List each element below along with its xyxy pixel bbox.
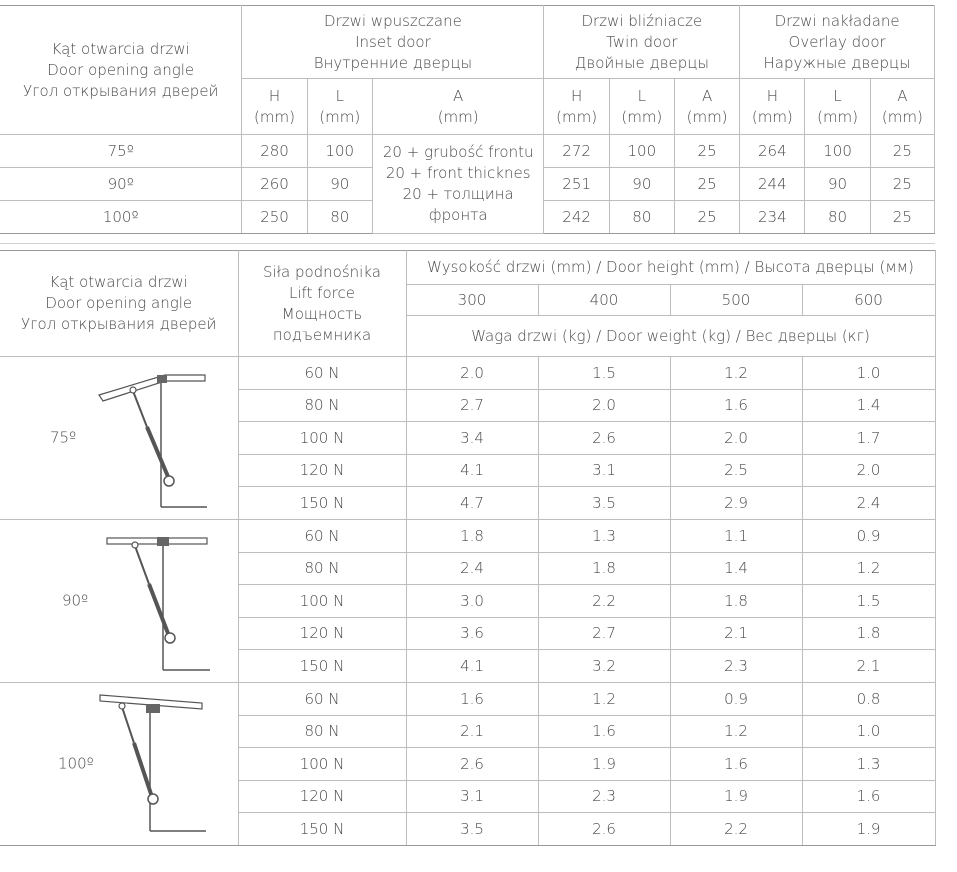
force-header: Siła podnośnika Lift force Мощность подъемника xyxy=(238,251,406,357)
overlay-l-header: L (mm) xyxy=(805,79,870,135)
twin-h-cell: 272 xyxy=(544,135,609,168)
force-cell: 60 N xyxy=(238,683,406,716)
twin-a-cell: 25 xyxy=(674,135,739,168)
inset-l-cell: 100 xyxy=(307,135,372,168)
force-cell: 120 N xyxy=(238,618,406,650)
overlay-h-cell: 234 xyxy=(740,201,805,234)
weight-cell: 1.8 xyxy=(406,520,538,553)
twin-a-cell: 25 xyxy=(674,201,739,234)
table-row xyxy=(0,135,935,168)
weight-cell: 3.6 xyxy=(406,618,538,650)
inset-h-header: H (mm) xyxy=(242,79,307,135)
inset-h-cell: 250 xyxy=(242,201,307,234)
angle-group-90 xyxy=(0,520,238,683)
weight-cell: 1.8 xyxy=(802,618,935,650)
weight-cell: 2.6 xyxy=(406,748,538,781)
overlay-a-cell: 25 xyxy=(870,168,934,201)
angle-cell: 75º xyxy=(0,135,242,168)
height-500: 500 xyxy=(670,285,802,316)
weight-cell: 2.3 xyxy=(538,781,670,813)
weight-cell: 2.2 xyxy=(538,585,670,618)
overlay-h-cell: 244 xyxy=(740,168,805,201)
force-cell: 120 N xyxy=(238,781,406,813)
weight-cell: 1.6 xyxy=(670,390,802,422)
overlay-a-header: A (mm) xyxy=(870,79,934,135)
force-cell: 120 N xyxy=(238,455,406,487)
weight-cell: 2.7 xyxy=(406,390,538,422)
inset-a-header: A (mm) xyxy=(372,79,544,135)
weight-cell: 4.7 xyxy=(406,487,538,520)
weight-cell: 2.0 xyxy=(538,390,670,422)
weight-cell: 1.2 xyxy=(670,716,802,748)
force-cell: 100 N xyxy=(238,585,406,618)
weight-cell: 2.3 xyxy=(670,650,802,683)
weight-cell: 1.0 xyxy=(802,716,935,748)
lift-force-table xyxy=(0,250,936,846)
weight-cell: 2.1 xyxy=(406,716,538,748)
twin-l-cell: 90 xyxy=(609,168,674,201)
table-row xyxy=(0,683,935,716)
weight-cell: 1.6 xyxy=(538,716,670,748)
weight-cell: 1.2 xyxy=(802,553,935,585)
weight-cell: 1.8 xyxy=(670,585,802,618)
weight-cell: 1.5 xyxy=(538,357,670,390)
weight-cell: 1.4 xyxy=(670,553,802,585)
height-600: 600 xyxy=(802,285,935,316)
angle-cell: 90º xyxy=(0,168,242,201)
overlay-h-header: H (mm) xyxy=(740,79,805,135)
weight-cell: 1.2 xyxy=(538,683,670,716)
angle-header: Kąt otwarcia drzwi Door opening angle Угол открывания дверей xyxy=(0,251,238,357)
overlay-h-cell: 264 xyxy=(740,135,805,168)
lift-100-diagram xyxy=(98,691,210,841)
weight-cell: 2.1 xyxy=(670,618,802,650)
twin-a-header: A (mm) xyxy=(674,79,739,135)
table-divider xyxy=(0,243,935,244)
overlay-a-cell: 25 xyxy=(870,135,934,168)
force-cell: 100 N xyxy=(238,748,406,781)
overlay-a-cell: 25 xyxy=(870,201,934,234)
inset-l-header: L (mm) xyxy=(307,79,372,135)
lift-90-diagram xyxy=(105,532,215,677)
force-cell: 150 N xyxy=(238,487,406,520)
weight-cell: 1.8 xyxy=(538,553,670,585)
overlay-l-cell: 80 xyxy=(805,201,870,234)
weight-cell: 1.6 xyxy=(406,683,538,716)
angle-header: Kąt otwarcia drzwi Door opening angle Угол открывания дверей xyxy=(0,6,242,135)
weight-header: Waga drzwi (kg) / Door weight (kg) / Вес дверцы (кг) xyxy=(406,316,935,357)
weight-cell: 2.1 xyxy=(802,650,935,683)
weight-cell: 3.5 xyxy=(406,813,538,846)
force-cell: 80 N xyxy=(238,553,406,585)
inset-l-cell: 80 xyxy=(307,201,372,234)
angle-group-75 xyxy=(0,357,238,520)
weight-cell: 1.6 xyxy=(670,748,802,781)
weight-cell: 2.6 xyxy=(538,813,670,846)
force-cell: 80 N xyxy=(238,716,406,748)
weight-cell: 1.2 xyxy=(670,357,802,390)
force-cell: 80 N xyxy=(238,390,406,422)
inset-a-note: 20 + grubość frontu 20 + front thicknes 20 + толщина фронта xyxy=(372,135,544,234)
inset-l-cell: 90 xyxy=(307,168,372,201)
weight-cell: 0.9 xyxy=(802,520,935,553)
angle-label: 90º xyxy=(62,591,89,610)
weight-cell: 2.0 xyxy=(670,422,802,455)
force-cell: 60 N xyxy=(238,520,406,553)
weight-cell: 1.0 xyxy=(802,357,935,390)
weight-cell: 2.4 xyxy=(406,553,538,585)
weight-cell: 1.7 xyxy=(802,422,935,455)
weight-cell: 1.4 xyxy=(802,390,935,422)
overlay-l-cell: 100 xyxy=(805,135,870,168)
weight-cell: 3.2 xyxy=(538,650,670,683)
weight-cell: 1.3 xyxy=(538,520,670,553)
weight-cell: 2.2 xyxy=(670,813,802,846)
inset-h-cell: 280 xyxy=(242,135,307,168)
weight-cell: 2.7 xyxy=(538,618,670,650)
lift-75-diagram xyxy=(95,367,210,512)
overlay-l-cell: 90 xyxy=(805,168,870,201)
force-cell: 150 N xyxy=(238,650,406,683)
weight-cell: 3.5 xyxy=(538,487,670,520)
weight-cell: 1.3 xyxy=(802,748,935,781)
weight-cell: 3.4 xyxy=(406,422,538,455)
angle-label: 100º xyxy=(58,754,94,773)
height-300: 300 xyxy=(406,285,538,316)
height-header: Wysokość drzwi (mm) / Door height (mm) / Высота дверцы (мм) xyxy=(406,251,935,285)
angle-label: 75º xyxy=(50,428,77,447)
twin-l-header: L (mm) xyxy=(609,79,674,135)
height-400: 400 xyxy=(538,285,670,316)
weight-cell: 2.4 xyxy=(802,487,935,520)
weight-cell: 3.0 xyxy=(406,585,538,618)
weight-cell: 3.1 xyxy=(406,781,538,813)
weight-cell: 1.9 xyxy=(670,781,802,813)
twin-h-cell: 242 xyxy=(544,201,609,234)
weight-cell: 2.0 xyxy=(406,357,538,390)
force-cell: 60 N xyxy=(238,357,406,390)
weight-cell: 2.6 xyxy=(538,422,670,455)
twin-l-cell: 100 xyxy=(609,135,674,168)
weight-cell: 1.9 xyxy=(802,813,935,846)
twin-h-header: H (mm) xyxy=(544,79,609,135)
twin-door-header: Drzwi bliźniacze Twin door Двойные дверцы xyxy=(544,6,740,79)
angle-cell: 100º xyxy=(0,201,242,234)
force-cell: 150 N xyxy=(238,813,406,846)
table-row xyxy=(0,357,935,390)
overlay-door-header: Drzwi nakładane Overlay door Наружные дверцы xyxy=(740,6,935,79)
weight-cell: 2.9 xyxy=(670,487,802,520)
table-row xyxy=(0,520,935,553)
dimensions-table xyxy=(0,5,935,234)
weight-cell: 4.1 xyxy=(406,455,538,487)
weight-cell: 1.6 xyxy=(802,781,935,813)
weight-cell: 1.1 xyxy=(670,520,802,553)
weight-cell: 4.1 xyxy=(406,650,538,683)
force-cell: 100 N xyxy=(238,422,406,455)
weight-cell: 0.8 xyxy=(802,683,935,716)
weight-cell: 2.0 xyxy=(802,455,935,487)
twin-l-cell: 80 xyxy=(609,201,674,234)
weight-cell: 2.5 xyxy=(670,455,802,487)
angle-group-100 xyxy=(0,683,238,846)
weight-cell: 0.9 xyxy=(670,683,802,716)
weight-cell: 1.9 xyxy=(538,748,670,781)
twin-h-cell: 251 xyxy=(544,168,609,201)
twin-a-cell: 25 xyxy=(674,168,739,201)
weight-cell: 3.1 xyxy=(538,455,670,487)
inset-h-cell: 260 xyxy=(242,168,307,201)
weight-cell: 1.5 xyxy=(802,585,935,618)
inset-door-header: Drzwi wpuszczane Inset door Внутренние дверцы xyxy=(242,6,544,79)
